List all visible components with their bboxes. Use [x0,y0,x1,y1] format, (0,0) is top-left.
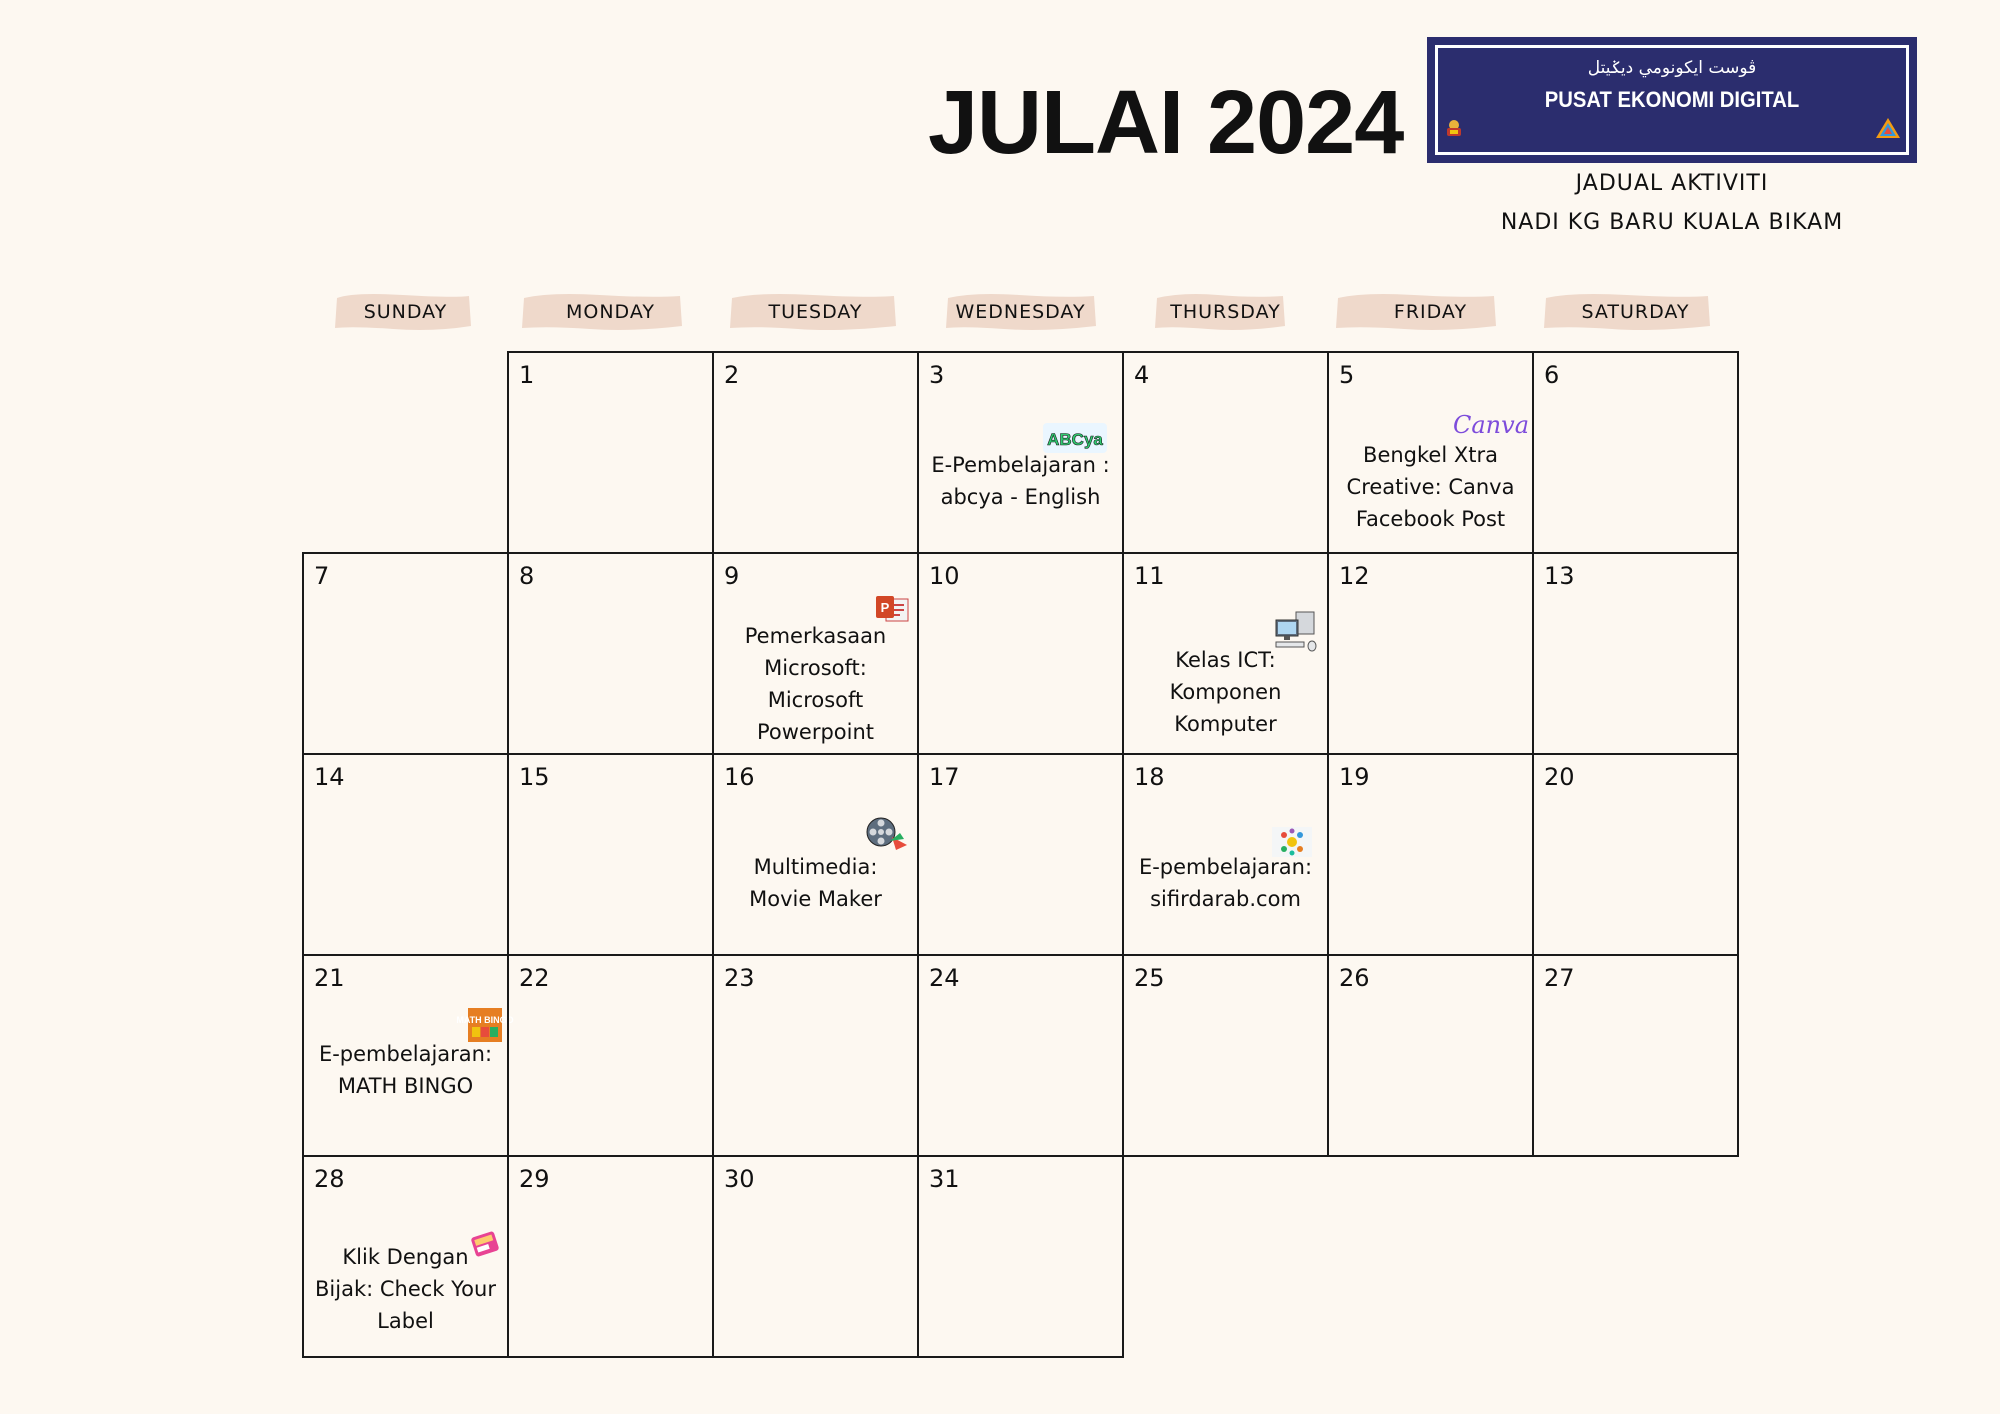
event-line: Komponen [1169,680,1282,704]
day-number: 30 [724,1165,755,1193]
weekday-wednesday: WEDNESDAY [955,301,1086,323]
day-number: 22 [519,964,550,992]
day-number: 25 [1134,964,1165,992]
day-cell-5[interactable] [1327,351,1534,554]
day-number: 8 [519,562,535,590]
day-number: 23 [724,964,755,992]
day-number: 13 [1544,562,1575,590]
day-cell-16[interactable] [712,753,919,956]
day-cell-12[interactable] [1327,552,1534,755]
event-line: Bijak: Check Your [315,1277,496,1301]
day-number: 27 [1544,964,1575,992]
weekday-thursday: THURSDAY [1170,301,1281,323]
event-line: Kelas ICT: [1175,648,1276,672]
day-number: 10 [929,562,960,590]
day-cell-25[interactable] [1122,954,1329,1157]
day-cell-13[interactable] [1532,552,1739,755]
day-number: 1 [519,361,535,389]
event-line: Bengkel Xtra [1363,443,1498,467]
math-bingo-logo-icon [456,1008,514,1042]
event-line: Komputer [1174,712,1277,736]
day-cell-6[interactable] [1532,351,1739,554]
canva-logo-icon: Canva [1453,411,1529,439]
day-cell-14[interactable] [302,753,509,956]
day-cell-29[interactable] [507,1155,714,1358]
day-cell-26[interactable] [1327,954,1534,1157]
day-cell-19[interactable] [1327,753,1534,956]
day-number: 2 [724,361,740,389]
schedule-title: JADUAL AKTIVITI [1575,171,1769,196]
triangle-logo-icon [1875,117,1901,139]
day-cell-10[interactable] [917,552,1124,755]
day-number: 24 [929,964,960,992]
day-cell-4[interactable] [1122,351,1329,554]
event-math-bingo[interactable] [308,1038,503,1102]
day-number: 21 [314,964,345,992]
event-line: Creative: Canva [1346,475,1515,499]
day-number: 20 [1544,763,1575,791]
day-number: 14 [314,763,345,791]
day-number: 28 [314,1165,345,1193]
day-cell-21[interactable] [302,954,514,1157]
day-number: 19 [1339,763,1370,791]
event-line: MATH BINGO [337,1074,474,1098]
brand-logo [1427,37,1917,163]
day-cell-28[interactable] [302,1155,509,1358]
day-cell-17[interactable] [917,753,1124,956]
day-number: 9 [724,562,740,590]
event-line: Microsoft [767,688,864,712]
day-number: 12 [1339,562,1370,590]
weekday-tuesday: TUESDAY [768,301,863,323]
event-check-label[interactable] [308,1241,503,1337]
day-cell-30[interactable] [712,1155,919,1358]
day-cell-8[interactable] [507,552,714,755]
event-line: Label [377,1309,434,1333]
day-number: 29 [519,1165,550,1193]
brand-arabic-name: ڤوست ايكونومي ديݢيتل [1587,58,1757,78]
event-line: Facebook Post [1355,507,1506,531]
day-number: 3 [929,361,945,389]
day-cell-24[interactable] [917,954,1124,1157]
event-line: sifirdarab.com [1150,887,1301,911]
abcya-logo-text: ABCya [1047,430,1103,449]
day-number: 17 [929,763,960,791]
day-cell-3[interactable] [917,351,1124,554]
day-number: 26 [1339,964,1370,992]
event-line: abcya - English [940,485,1101,509]
movie-maker-icon [866,815,908,851]
day-number: 16 [724,763,755,791]
brand-name: PUSAT EKONOMI DIGITAL [1544,87,1800,112]
day-cell-1[interactable] [507,351,714,554]
event-ict-class[interactable] [1128,644,1323,740]
weekday-sunday: SUNDAY [363,301,448,323]
day-cell-20[interactable] [1532,753,1739,956]
day-cell-27[interactable] [1532,954,1739,1157]
day-cell-7[interactable] [302,552,509,755]
weekday-friday: FRIDAY [1393,301,1468,323]
event-line: E-pembelajaran: [1138,855,1313,879]
day-number: 18 [1134,763,1165,791]
event-line: Microsoft: [764,656,867,680]
day-cell-11[interactable] [1122,552,1329,755]
day-number: 5 [1339,361,1355,389]
day-number: 11 [1134,562,1165,590]
day-cell-9[interactable] [712,552,919,755]
event-line: Movie Maker [749,887,882,911]
day-number: 4 [1134,361,1150,389]
day-cell-2[interactable] [712,351,919,554]
day-number: 6 [1544,361,1560,389]
day-cell-22[interactable] [507,954,714,1157]
event-line: Powerpoint [756,720,875,744]
event-powerpoint[interactable] [718,620,913,748]
math-bingo-logo-text: MATH BINGO [456,1015,514,1025]
day-cell-18[interactable] [1122,753,1329,956]
day-number: 15 [519,763,550,791]
event-sifirdarab[interactable] [1128,851,1323,915]
event-abcya[interactable] [923,449,1118,513]
day-cell-31[interactable] [917,1155,1124,1358]
powerpoint-icon-letter: P [880,600,890,615]
weekday-monday: MONDAY [566,301,655,323]
event-canva[interactable] [1333,439,1528,535]
day-number: 7 [314,562,330,590]
center-name: NADI KG BARU KUALA BIKAM [1500,210,1844,235]
event-line: Klik Dengan [342,1245,469,1269]
event-line: E-Pembelajaran : [931,453,1110,477]
event-line: Pemerkasaan [744,624,887,648]
event-line: Multimedia: [753,855,878,879]
day-cell-15[interactable] [507,753,714,956]
day-number: 31 [929,1165,960,1193]
crest-icon [1443,117,1465,139]
day-cell-23[interactable] [712,954,919,1157]
weekday-saturday: SATURDAY [1581,301,1690,323]
page-title: JULAI 2024 [928,73,1404,173]
event-movie-maker[interactable] [718,851,913,915]
event-line: E-pembelajaran: [318,1042,493,1066]
